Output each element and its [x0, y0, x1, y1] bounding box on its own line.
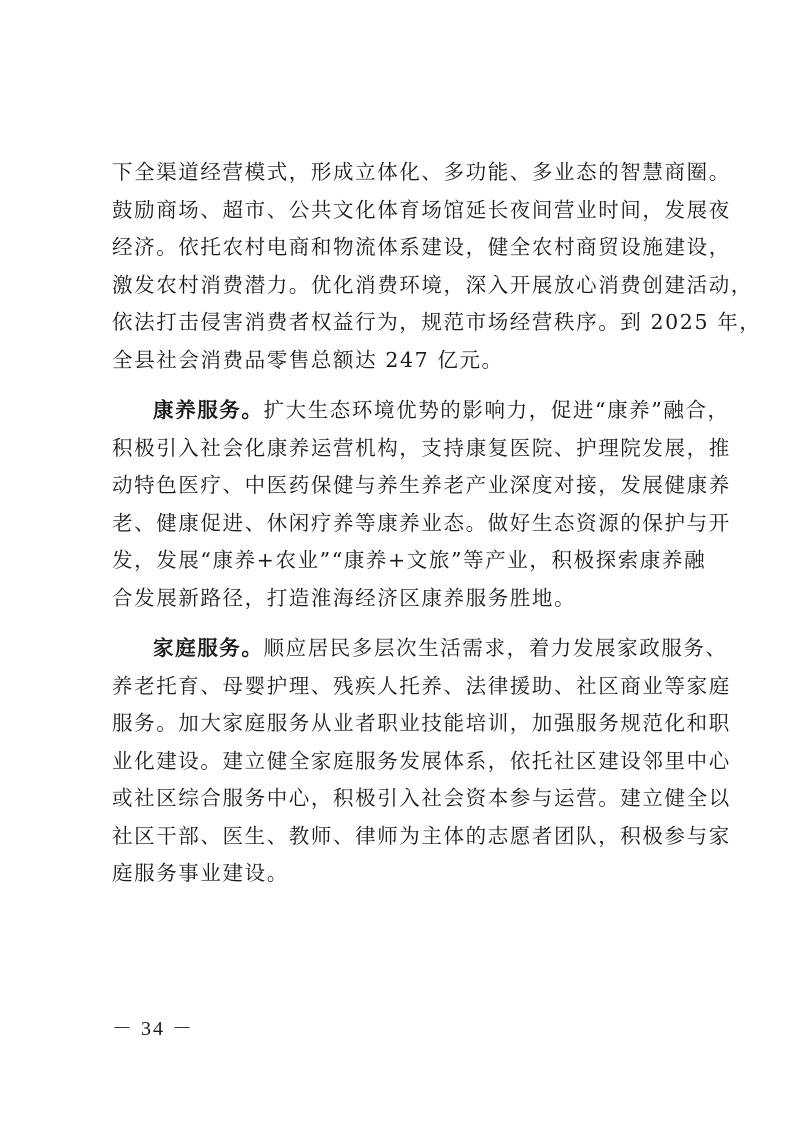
- page-number: － 34 －: [112, 1018, 194, 1040]
- text-line: 或社区综合服务中心，积极引入社会资本参与运营。建立健全以: [112, 786, 731, 810]
- text-line: 合发展新路径，打造淮海经济区康养服务胜地。: [112, 586, 577, 610]
- paragraph-first-line: [153, 634, 728, 662]
- text-line: 全县社会消费品零售总额达 247 亿元。: [112, 348, 504, 372]
- section-heading-wellness: 康养服务。: [153, 398, 264, 422]
- text-line: 下全渠道经营模式，形成立体化、多功能、多业态的智慧商圈。: [112, 160, 731, 184]
- text-line: 养老托育、母婴护理、残疾人托养、法律援助、社区商业等家庭: [112, 674, 731, 698]
- text-line: 激发农村消费潜力。优化消费环境，深入开展放心消费创建活动，: [112, 273, 753, 297]
- paragraph-first-line: [153, 396, 730, 424]
- text-line: 业化建设。建立健全家庭服务发展体系，依托社区建设邻里中心: [112, 749, 731, 773]
- text-line: 发，发展“康养+农业”“康养+文旅”等产业，积极探索康养融: [112, 548, 707, 572]
- text-line: 经济。依托农村电商和物流体系建设，健全农村商贸设施建设，: [112, 235, 731, 259]
- text-segment: 顺应居民多层次生活需求，着力发展家政服务、: [263, 636, 728, 660]
- text-line: 服务。加大家庭服务从业者职业技能培训，加强服务规范化和职: [112, 711, 731, 735]
- text-line: 庭服务事业建设。: [112, 861, 289, 885]
- text-line: 鼓励商场、超市、公共文化体育场馆延长夜间营业时间，发展夜: [112, 198, 731, 222]
- text-line: 社区干部、医生、教师、律师为主体的志愿者团队，积极参与家: [112, 824, 731, 848]
- section-heading-family: 家庭服务。: [153, 636, 264, 660]
- text-line: 积极引入社会化康养运营机构，支持康复医院、护理院发展，推: [112, 436, 731, 460]
- text-line: 动特色医疗、中医药保健与养生养老产业深度对接，发展健康养: [112, 473, 731, 497]
- text-segment: 扩大生态环境优势的影响力，促进“康养”融合，: [263, 398, 730, 422]
- text-line: 老、健康促进、休闲疗养等康养业态。做好生态资源的保护与开: [112, 511, 731, 535]
- text-line: 依法打击侵害消费者权益行为，规范市场经营秩序。到 2025 年，: [112, 310, 762, 334]
